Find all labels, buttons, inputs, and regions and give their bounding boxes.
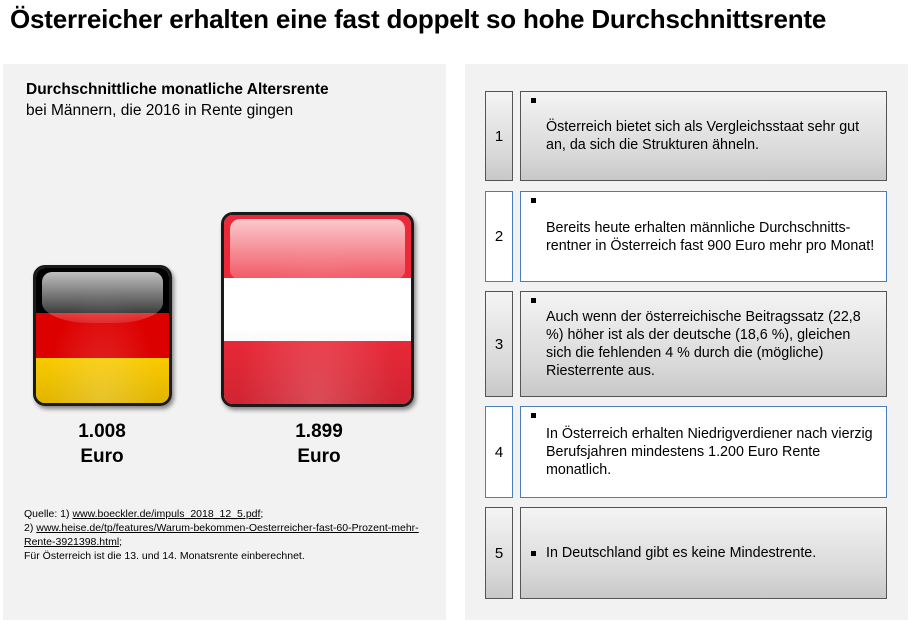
- germany-unit: Euro: [80, 446, 124, 467]
- chart-title: Durchschnittliche monatliche Altersrente: [26, 81, 329, 98]
- page-title: Österreicher erhalten eine fast doppelt so hohe Durchschnittsrente: [10, 4, 827, 34]
- point-text-2: Bereits heute erhalten männliche Durchschnitts-rentner in Österreich fast 900 Euro mehr pro Monat!: [546, 219, 875, 254]
- bullet-icon: [531, 551, 536, 556]
- austria-pension-value: [269, 419, 369, 469]
- bullet-icon: [531, 198, 536, 203]
- source-sep-2: ;: [119, 536, 123, 548]
- point-text-box-3: [520, 291, 887, 397]
- point-text-3: Auch wenn der österreichische Beitragssatz (22,8 %) höher ist als der deutsche (18,6 %), gleichen sich die fehlenden 4 % durch die (mögliche) Riesterrente aus.: [546, 309, 861, 379]
- source-footnote: Für Österreich ist die 13. und 14. Monatsrente einberechnet.: [24, 550, 305, 562]
- point-text-box-1: [520, 91, 887, 181]
- source-sep-1: ;: [260, 508, 264, 520]
- key-points-panel: [465, 64, 908, 620]
- point-text-box-4: [520, 406, 887, 498]
- source-note: [24, 507, 444, 563]
- point-number-1: 1: [485, 91, 513, 181]
- point-number-3: 3: [485, 291, 513, 397]
- austria-unit: Euro: [297, 446, 341, 467]
- point-number-5: 5: [485, 507, 513, 599]
- chart-subtitle: bei Männern, die 2016 in Rente gingen: [26, 102, 294, 119]
- germany-flag-icon: [33, 265, 172, 406]
- source-prefix: Quelle: 1): [24, 508, 73, 520]
- bullet-icon: [531, 298, 536, 303]
- bullet-icon: [531, 413, 536, 418]
- point-number-2: 2: [485, 191, 513, 282]
- source-link-2[interactable]: www.heise.de/tp/features/Warum-bekommen-Oesterreicher-fast-60-Prozent-mehr-Rente-3921398.html: [24, 522, 419, 548]
- austria-flag-icon: [221, 212, 414, 407]
- point-text-1: Österreich bietet sich als Vergleichsstaat sehr gut an, da sich die Strukturen ähneln.: [546, 119, 860, 153]
- point-text-4: In Österreich erhalten Niedrigverdiener nach vierzig Berufsjahren mindestens 1.200 Euro Rente monatlich.: [546, 426, 873, 478]
- point-number-4: 4: [485, 406, 513, 498]
- point-text-5: In Deutschland gibt es keine Mindestrente.: [546, 545, 817, 561]
- austria-value: 1.899: [295, 421, 343, 442]
- bullet-icon: [531, 98, 536, 103]
- point-text-box-2: [520, 191, 887, 282]
- point-text-box-5: [520, 507, 887, 599]
- source-link-1[interactable]: www.boeckler.de/impuls_2018_12_5.pdf: [72, 508, 261, 520]
- germany-value: 1.008: [78, 421, 126, 442]
- source-prefix-2: 2): [24, 522, 37, 534]
- pension-comparison-panel: [3, 64, 446, 620]
- germany-pension-value: [52, 419, 152, 469]
